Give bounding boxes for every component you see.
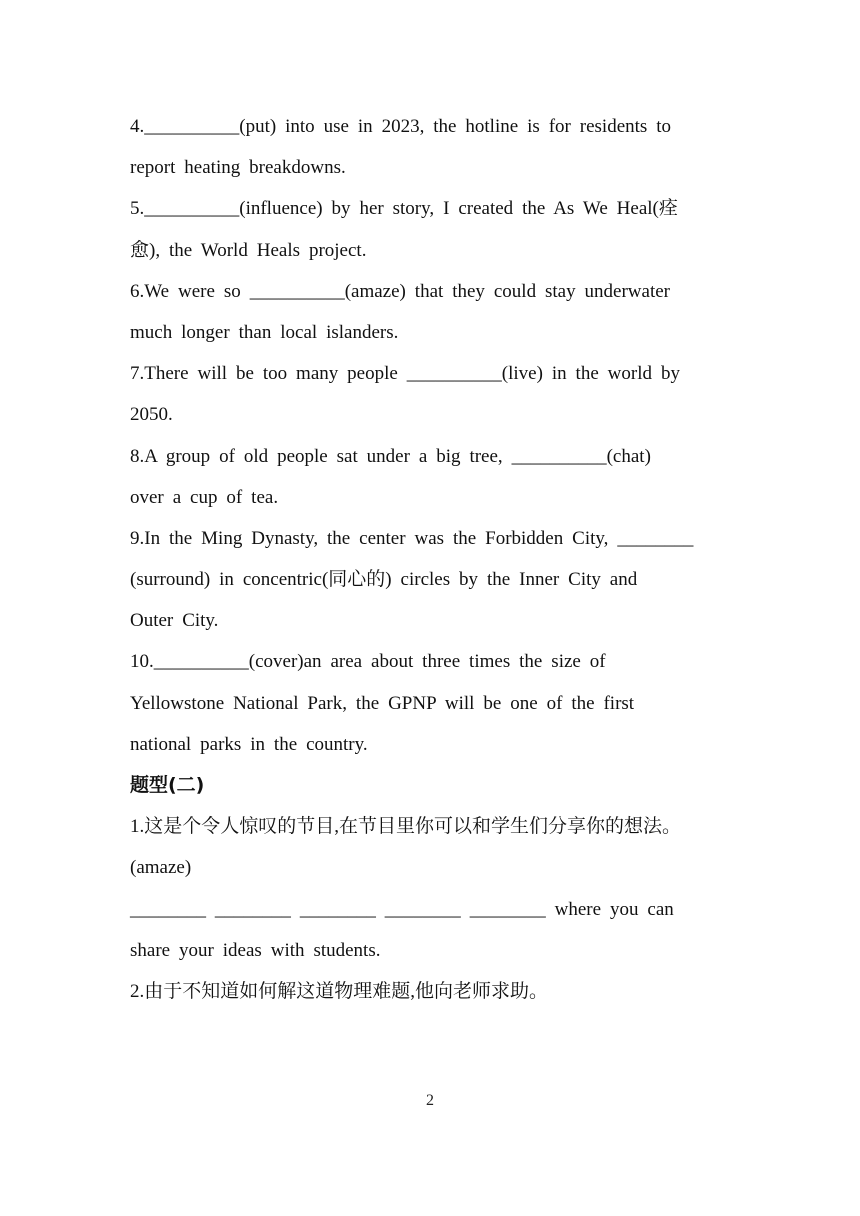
q10-line-3: national parks in the country. [130, 733, 368, 755]
q5-line-2: 愈), the World Heals project. [130, 239, 367, 261]
worksheet-body [130, 106, 730, 1012]
translation-1-answer-end: share your ideas with students. [130, 939, 381, 961]
q8-line-1: 8.A group of old people sat under a big tree, __________(chat) [130, 445, 651, 467]
section-heading: 题型(二) [130, 774, 205, 796]
q8-line-2: over a cup of tea. [130, 486, 279, 508]
q10-line-2: Yellowstone National Park, the GPNP will be one of the first [130, 692, 635, 714]
q7-line-1: 7.There will be too many people __________(live) in the world by [130, 363, 680, 385]
q10-line-1: 10.__________(cover)an area about three times the size of [130, 651, 606, 673]
q4-line-2: report heating breakdowns. [130, 157, 346, 179]
translation-1-prompt: 1.这是个令人惊叹的节目,在节目里你可以和学生们分享你的想法。 [130, 816, 682, 838]
page-number: 2 [426, 1092, 434, 1109]
translation-1-answer-line: ________ ________ ________ ________ ________ where you can [130, 898, 674, 920]
q9-line-1: 9.In the Ming Dynasty, the center was the Forbidden City, ________ [130, 527, 694, 549]
q5-line-1: 5.__________(influence) by her story, I created the As We Heal(痊 [130, 198, 678, 220]
translation-1-hint: (amaze) [130, 857, 192, 879]
translation-2-prompt: 2.由于不知道如何解这道物理难题,他向老师求助。 [130, 980, 549, 1002]
q9-line-3: Outer City. [130, 610, 219, 632]
q6-line-2: much longer than local islanders. [130, 321, 399, 343]
q9-line-2: (surround) in concentric(同心的) circles by the Inner City and [130, 569, 638, 591]
q6-line-1: 6.We were so __________(amaze) that they could stay underwater [130, 280, 670, 302]
q7-line-2: 2050. [130, 404, 173, 426]
q4-line-1: 4.__________(put) into use in 2023, the hotline is for residents to [130, 116, 672, 137]
